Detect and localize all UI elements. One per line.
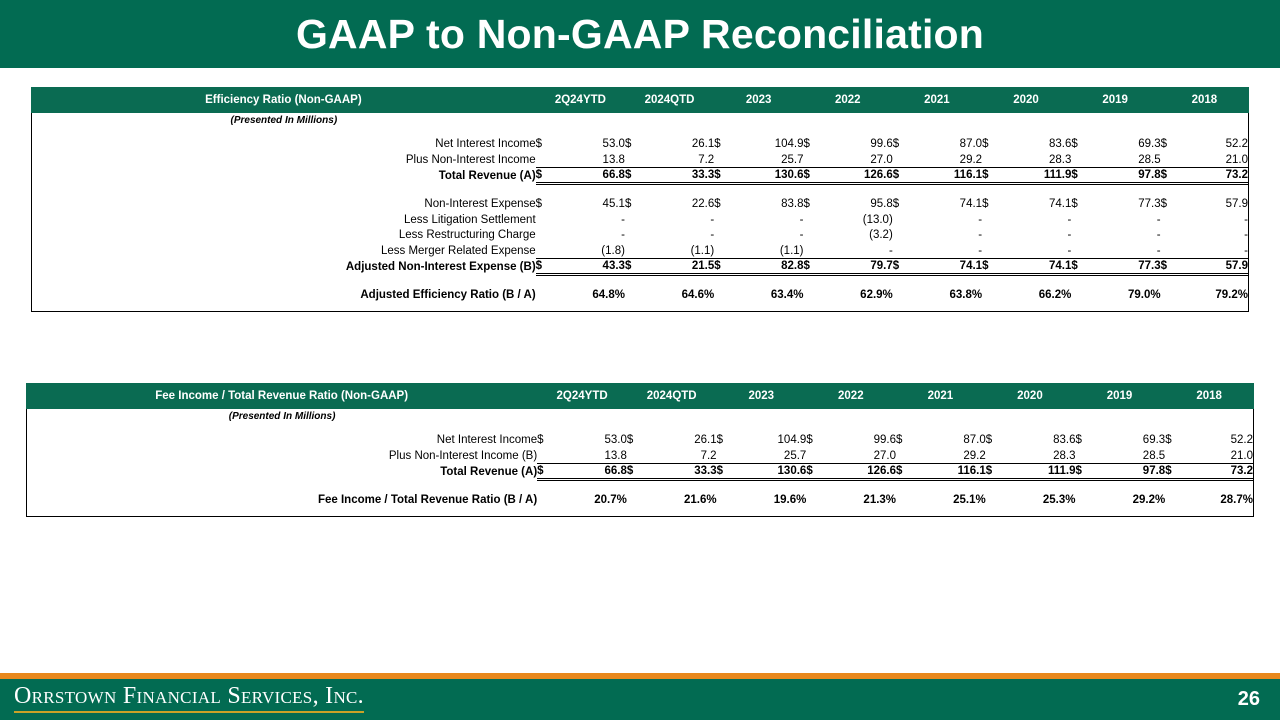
currency-symbol: $ (985, 434, 993, 447)
data-cell: - (978, 213, 983, 226)
data-cell: 97.8 (1087, 168, 1160, 184)
currency-symbol (982, 212, 998, 228)
data-cell: - (1244, 213, 1248, 226)
data-cell: 74.1 (1048, 198, 1072, 211)
column-header-7: 2018 (1164, 383, 1254, 409)
currency-symbol (1075, 492, 1091, 508)
column-header-5: 2020 (985, 383, 1075, 409)
currency-symbol (982, 228, 998, 244)
currency-symbol: $ (982, 198, 989, 211)
data-cell: 29.2% (1132, 494, 1166, 507)
table-row (32, 168, 1248, 184)
data-cell: 43.3 (552, 259, 625, 275)
currency-symbol (714, 152, 730, 168)
currency-symbol: $ (1165, 464, 1181, 480)
row-label: Less Merger Related Expense (380, 244, 536, 257)
page-number: 26 (1237, 688, 1260, 710)
currency-symbol (714, 243, 730, 259)
column-header-2: 2023 (716, 383, 806, 409)
data-cell: 83.6 (1053, 434, 1076, 447)
units-note: (Presented In Millions) (228, 411, 336, 423)
data-cell: 25.7 (781, 153, 804, 166)
currency-symbol: $ (806, 464, 822, 480)
column-header-1: 2024QTD (625, 87, 714, 113)
row-label: Total Revenue (A) (440, 465, 538, 478)
currency-symbol (625, 152, 641, 168)
data-cell: - (1067, 244, 1072, 257)
data-cell: 111.9 (1002, 464, 1076, 480)
data-cell: 73.2 (1181, 464, 1253, 480)
currency-symbol: $ (714, 198, 721, 211)
currency-symbol (536, 212, 552, 228)
currency-symbol (804, 212, 820, 228)
data-cell: 104.9 (777, 434, 807, 447)
currency-symbol (986, 448, 1002, 464)
row-label: Plus Non-Interest Income (405, 153, 536, 166)
data-cell: - (978, 244, 983, 257)
currency-symbol (627, 492, 643, 508)
spacer-row (32, 303, 1248, 311)
data-cell: 22.6 (691, 198, 715, 211)
currency-symbol (893, 243, 909, 259)
column-header-3: 2022 (806, 383, 896, 409)
currency-symbol (893, 228, 909, 244)
fee-income-rows-container (27, 409, 1253, 516)
data-cell: - (1244, 244, 1248, 257)
currency-symbol: $ (714, 138, 721, 151)
data-cell: 26.1 (691, 138, 715, 151)
data-cell: 53.0 (602, 138, 625, 151)
row-label: Less Restructuring Charge (398, 229, 536, 242)
data-cell: - (978, 229, 983, 242)
currency-symbol: $ (1071, 198, 1078, 211)
currency-symbol (625, 243, 641, 259)
data-cell: - (1067, 229, 1072, 242)
currency-symbol: $ (804, 259, 820, 275)
data-cell: 79.7 (820, 259, 893, 275)
data-cell: (1.1) (690, 244, 715, 257)
data-cell: - (1067, 213, 1072, 226)
data-cell: 97.8 (1092, 464, 1166, 480)
data-cell: 27.0 (873, 449, 897, 462)
data-cell: 99.6 (873, 434, 897, 447)
currency-symbol: $ (625, 168, 641, 184)
data-cell: 116.1 (912, 464, 986, 480)
data-cell: 83.6 (1048, 138, 1072, 151)
data-cell: 62.9% (860, 289, 893, 302)
currency-symbol (536, 228, 552, 244)
efficiency-table-header-row (31, 87, 1249, 113)
data-cell: - (1244, 229, 1248, 242)
spacer-row (32, 274, 1248, 287)
spacer-row (27, 479, 1253, 492)
row-label: Less Litigation Settlement (403, 213, 536, 226)
table-row (32, 196, 1248, 212)
currency-symbol (717, 448, 733, 464)
currency-symbol: $ (1071, 259, 1087, 275)
currency-symbol (1075, 448, 1091, 464)
data-cell: 33.3 (641, 168, 714, 184)
currency-symbol: $ (982, 168, 998, 184)
currency-symbol (804, 287, 820, 303)
table-row (27, 433, 1253, 449)
column-header-3: 2022 (803, 87, 892, 113)
currency-symbol (536, 287, 552, 303)
table-row (32, 152, 1248, 168)
data-cell: (1.1) (779, 244, 804, 257)
currency-symbol: $ (1161, 259, 1177, 275)
data-cell: 63.8% (949, 289, 983, 302)
data-cell: 52.2 (1230, 434, 1253, 447)
efficiency-ratio-header-table (31, 87, 1249, 113)
data-cell: - (710, 229, 715, 242)
currency-symbol: $ (716, 434, 723, 447)
data-cell: 66.2% (1038, 289, 1072, 302)
currency-symbol: $ (624, 138, 632, 151)
column-header-4: 2021 (896, 383, 986, 409)
units-note-row (32, 113, 1248, 129)
data-cell: 25.1% (953, 494, 986, 507)
efficiency-rows-container (32, 113, 1248, 311)
data-cell: 64.6% (681, 289, 715, 302)
data-cell: - (799, 229, 804, 242)
currency-symbol (1071, 152, 1087, 168)
table-row (27, 464, 1253, 480)
data-cell: 28.3 (1053, 449, 1076, 462)
column-header-0: 2Q24YTD (537, 383, 627, 409)
currency-symbol (625, 228, 641, 244)
table-row (27, 448, 1253, 464)
data-cell: 13.8 (604, 449, 627, 462)
data-cell: 126.6 (822, 464, 896, 480)
efficiency-ratio-table (31, 87, 1249, 312)
column-header-2: 2023 (714, 87, 803, 113)
data-cell: 63.4% (770, 289, 804, 302)
currency-symbol: $ (803, 138, 810, 151)
data-cell: (3.2) (869, 229, 893, 242)
currency-symbol: $ (804, 168, 820, 184)
data-cell: 83.8 (781, 198, 804, 211)
data-cell: 33.3 (643, 464, 717, 480)
data-cell: 79.2% (1215, 289, 1248, 302)
data-cell: 69.3 (1138, 138, 1161, 151)
data-cell: 20.7% (594, 494, 627, 507)
data-cell: 52.2 (1225, 138, 1248, 151)
currency-symbol: $ (535, 198, 543, 211)
currency-symbol: $ (892, 138, 900, 151)
currency-symbol (1071, 287, 1087, 303)
spacer-row (27, 425, 1253, 433)
units-note: (Presented In Millions) (230, 115, 338, 127)
currency-symbol (1165, 448, 1181, 464)
data-cell: 66.8 (552, 168, 625, 184)
currency-symbol (1071, 212, 1087, 228)
data-cell: 45.1 (602, 198, 625, 211)
data-cell: 104.9 (774, 138, 804, 151)
currency-symbol: $ (1071, 138, 1078, 151)
data-cell: (1.8) (601, 244, 625, 257)
column-header-4: 2021 (892, 87, 981, 113)
currency-symbol: $ (714, 168, 730, 184)
column-header-0: 2Q24YTD (536, 87, 625, 113)
row-label: Total Revenue (A) (438, 169, 536, 182)
currency-symbol: $ (1160, 138, 1168, 151)
currency-symbol: $ (537, 464, 553, 480)
row-label: Fee Income / Total Revenue Ratio (B / A) (317, 494, 538, 507)
data-cell: 21.0 (1230, 449, 1253, 462)
table-row (32, 259, 1248, 275)
fee-income-table-body (26, 409, 1254, 517)
currency-symbol: $ (1160, 198, 1168, 211)
currency-symbol (982, 243, 998, 259)
data-cell: 57.9 (1177, 259, 1248, 275)
currency-symbol: $ (626, 434, 634, 447)
currency-symbol (804, 243, 820, 259)
data-cell: 7.2 (698, 153, 715, 166)
currency-symbol (536, 152, 552, 168)
currency-symbol (536, 243, 552, 259)
currency-symbol: $ (806, 434, 813, 447)
currency-symbol: $ (982, 259, 998, 275)
currency-symbol (1161, 228, 1177, 244)
data-cell: 21.0 (1225, 153, 1248, 166)
data-cell: 130.6 (730, 168, 803, 184)
currency-symbol: $ (986, 464, 1002, 480)
fee-income-table-title: Fee Income / Total Revenue Ratio (Non-GAAP) (26, 383, 537, 409)
data-cell: 77.3 (1138, 198, 1161, 211)
spacer-row (32, 183, 1248, 196)
currency-symbol (625, 212, 641, 228)
currency-symbol: $ (982, 138, 989, 151)
currency-symbol (806, 492, 822, 508)
units-note-row (27, 409, 1253, 425)
data-cell: 77.3 (1087, 259, 1160, 275)
currency-symbol: $ (803, 198, 810, 211)
table-row (32, 243, 1248, 259)
fee-income-ratio-table (26, 383, 1254, 517)
spacer-row (27, 508, 1253, 516)
data-cell: - (888, 244, 893, 257)
data-cell: 26.1 (694, 434, 717, 447)
data-cell: 87.0 (963, 434, 986, 447)
data-cell: 28.5 (1138, 153, 1161, 166)
data-cell: 74.1 (959, 198, 983, 211)
currency-symbol (893, 152, 909, 168)
data-cell: 74.1 (909, 259, 982, 275)
data-cell: 28.5 (1142, 449, 1166, 462)
currency-symbol: $ (1161, 168, 1177, 184)
spacer-row (32, 129, 1248, 137)
data-cell: - (621, 213, 625, 226)
data-cell: 7.2 (700, 449, 717, 462)
currency-symbol (1071, 243, 1087, 259)
currency-symbol (893, 287, 909, 303)
data-cell: 25.7 (783, 449, 807, 462)
fee-income-table-header-row (26, 383, 1254, 409)
currency-symbol (806, 448, 822, 464)
fee-income-header-table (26, 383, 1254, 409)
currency-symbol: $ (893, 259, 909, 275)
data-cell: 57.9 (1225, 198, 1248, 211)
currency-symbol (627, 448, 643, 464)
data-cell: 79.0% (1128, 289, 1161, 302)
data-cell: - (799, 213, 804, 226)
efficiency-table-title: Efficiency Ratio (Non-GAAP) (31, 87, 536, 113)
column-header-7: 2018 (1160, 87, 1249, 113)
data-cell: 111.9 (998, 168, 1071, 184)
data-cell: 13.8 (602, 153, 625, 166)
data-cell: 29.2 (959, 153, 983, 166)
currency-symbol: $ (893, 168, 909, 184)
data-cell: 73.2 (1177, 168, 1248, 184)
data-cell: 64.8% (592, 289, 625, 302)
data-cell: 21.5 (641, 259, 714, 275)
data-cell: 87.0 (959, 138, 983, 151)
table-row (32, 137, 1248, 153)
currency-symbol: $ (892, 198, 900, 211)
efficiency-table-body (31, 113, 1249, 312)
data-cell: 126.6 (820, 168, 893, 184)
currency-symbol (982, 152, 998, 168)
row-label: Adjusted Non-Interest Expense (B) (345, 260, 536, 273)
currency-symbol (625, 287, 641, 303)
page-title: GAAP to Non-GAAP Reconciliation (295, 10, 985, 57)
currency-symbol: $ (536, 259, 552, 275)
row-label: Adjusted Efficiency Ratio (B / A) (360, 289, 536, 302)
currency-symbol: $ (717, 464, 733, 480)
column-header-5: 2020 (981, 87, 1070, 113)
table-row (32, 212, 1248, 228)
currency-symbol: $ (535, 138, 543, 151)
currency-symbol (982, 287, 998, 303)
currency-symbol (896, 448, 912, 464)
table-row (32, 228, 1248, 244)
data-cell: - (1156, 244, 1161, 257)
currency-symbol (893, 212, 909, 228)
currency-symbol: $ (537, 434, 544, 447)
currency-symbol (804, 228, 820, 244)
data-cell: 69.3 (1142, 434, 1166, 447)
data-cell: 27.0 (870, 153, 893, 166)
currency-symbol (1071, 228, 1087, 244)
data-cell: 95.8 (870, 198, 893, 211)
currency-symbol (714, 212, 730, 228)
currency-symbol: $ (1075, 434, 1082, 447)
row-label: Net Interest Income (436, 434, 538, 447)
currency-symbol: $ (896, 464, 912, 480)
row-label: Non-Interest Expense (424, 198, 536, 211)
column-header-6: 2019 (1075, 383, 1165, 409)
data-cell: 28.3 (1048, 153, 1072, 166)
data-cell: (13.0) (862, 213, 893, 226)
data-cell: 74.1 (998, 259, 1071, 275)
currency-symbol: $ (627, 464, 643, 480)
currency-symbol (1165, 492, 1181, 508)
row-label: Plus Non-Interest Income (B) (388, 449, 538, 462)
data-cell: - (1156, 229, 1161, 242)
currency-symbol (1161, 287, 1177, 303)
currency-symbol (804, 152, 820, 168)
data-cell: 53.0 (604, 434, 627, 447)
table-row (32, 287, 1248, 303)
currency-symbol (1161, 152, 1177, 168)
row-label: Net Interest Income (435, 138, 536, 151)
currency-symbol (1161, 243, 1177, 259)
data-cell: - (710, 213, 715, 226)
data-cell: 21.6% (683, 494, 717, 507)
currency-symbol (537, 492, 553, 508)
column-header-6: 2019 (1071, 87, 1160, 113)
company-logo: Orrstown Financial Services, Inc. (14, 683, 364, 713)
data-cell: 116.1 (909, 168, 982, 184)
currency-symbol: $ (624, 198, 632, 211)
data-cell: 21.3% (863, 494, 897, 507)
slide-title-bar (0, 0, 1280, 68)
currency-symbol (896, 492, 912, 508)
currency-symbol (1161, 212, 1177, 228)
currency-symbol: $ (625, 259, 641, 275)
currency-symbol (986, 492, 1002, 508)
data-cell: 29.2 (963, 449, 986, 462)
currency-symbol (717, 492, 733, 508)
currency-symbol (714, 228, 730, 244)
data-cell: 19.6% (773, 494, 807, 507)
data-cell: 66.8 (553, 464, 627, 480)
data-cell: 82.8 (730, 259, 803, 275)
currency-symbol: $ (1071, 168, 1087, 184)
data-cell: 130.6 (733, 464, 807, 480)
data-cell: 99.6 (870, 138, 893, 151)
currency-symbol (714, 287, 730, 303)
data-cell: 28.7% (1220, 494, 1253, 507)
currency-symbol: $ (536, 168, 552, 184)
data-cell: - (621, 229, 625, 242)
data-cell: - (1156, 213, 1161, 226)
column-header-1: 2024QTD (627, 383, 717, 409)
currency-symbol: $ (896, 434, 903, 447)
currency-symbol: $ (714, 259, 730, 275)
efficiency-table-rows (32, 113, 1248, 311)
currency-symbol (537, 448, 553, 464)
currency-symbol: $ (1075, 464, 1091, 480)
table-row (27, 492, 1253, 508)
currency-symbol: $ (1165, 434, 1172, 447)
fee-income-table-rows (27, 409, 1253, 516)
data-cell: 25.3% (1042, 494, 1076, 507)
